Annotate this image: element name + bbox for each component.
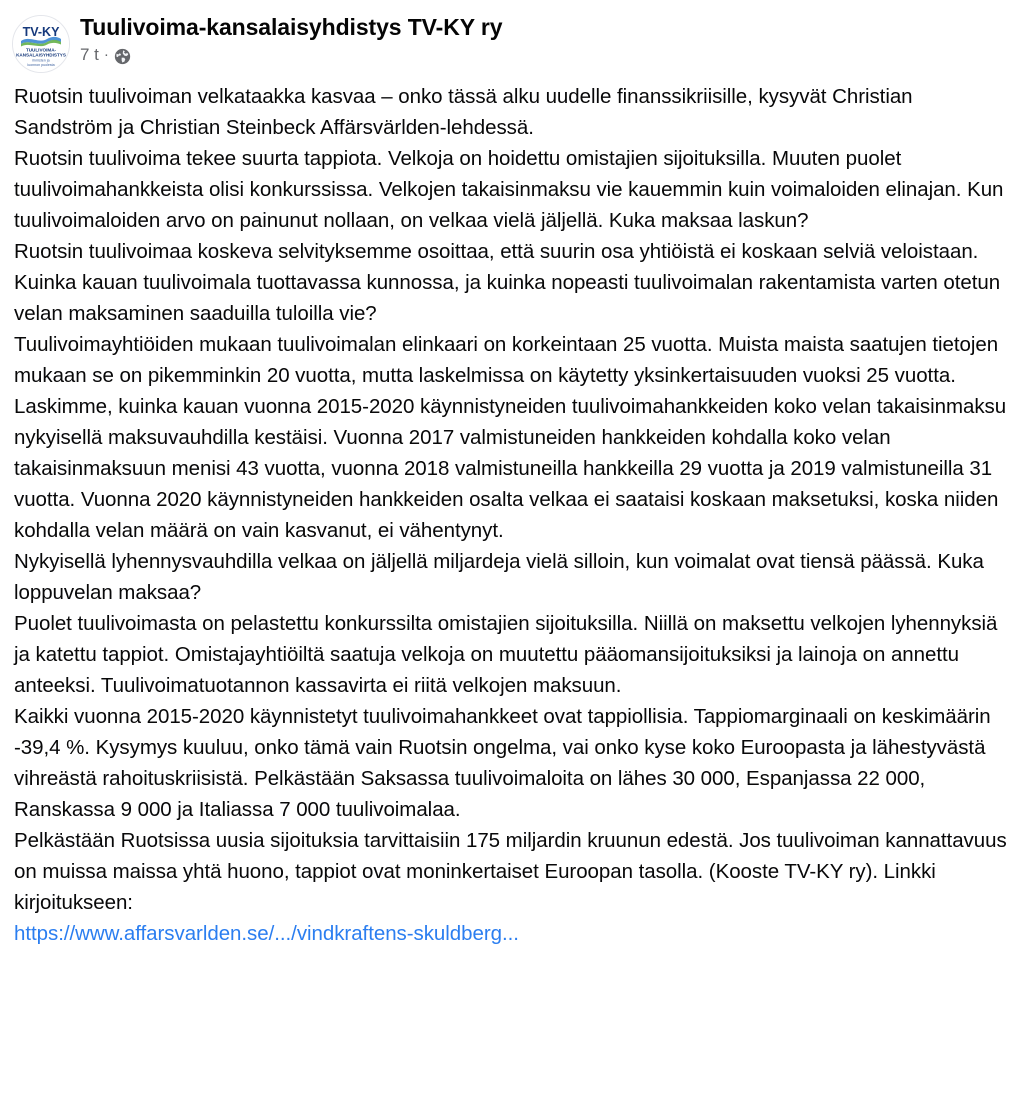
article-link[interactable]: https://www.affarsvarlden.se/.../vindkraftens-skuldberg... — [14, 922, 519, 945]
post-paragraph: Ruotsin tuulivoimaa koskeva selvityksemme osoittaa, että suurin osa yhtiöistä ei koskaan selviä veloistaan. Kuinka kauan tuulivoimala tuottavassa kunnossa, ja kuinka nopeasti tuulivoimalan rakentamista varten otetun velan maksaminen saaduilla tuloilla vie? — [14, 240, 1001, 325]
post-paragraph: Ruotsin tuulivoima tekee suurta tappiota. Velkoja on hoidettu omistajien sijoituksilla. Muuten puolet tuulivoimahankkeista olisi konkurssissa. Velkojen takaisinmaksu vie kauemmin kuin voimaloiden elinajan. Kun tuulivoimaloiden arvo on painunut nollaan, on velkaa vielä jäljellä. Kuka maksaa laskun? — [14, 147, 1004, 232]
post-paragraph: Pelkästään Ruotsissa uusia sijoituksia tarvittaisiin 175 miljardin kruunun edestä. Jos tuulivoiman kannattavuus on muissa maissa yhtä huono, tappiot ovat moninkertaiset Euroopan tasolla. (Kooste TV-KY ry). Linkki kirjoitukseen: — [14, 829, 1007, 914]
tv-ky-logo-avatar-icon — [13, 16, 69, 72]
meta-separator: · — [103, 46, 109, 63]
avatar[interactable] — [12, 15, 70, 73]
svg-text:ihmisten ja: ihmisten ja — [32, 58, 50, 63]
page-name[interactable]: Tuulivoima-kansalaisyhdistys TV-KY ry — [80, 14, 503, 40]
post-paragraph: Nykyisellä lyhennysvauhdilla velkaa on jäljellä miljardeja vielä silloin, kun voimalat ovat tiensä päässä. Kuka loppuvelan maksaa? — [14, 550, 984, 604]
post-body — [0, 73, 1028, 949]
svg-text:TV-KY: TV-KY — [22, 25, 60, 39]
post-header — [0, 0, 1028, 73]
post-paragraph: Kaikki vuonna 2015-2020 käynnistetyt tuulivoimahankkeet ovat tappiollisia. Tappiomarginaali on keskimäärin -39,4 %. Kysymys kuuluu, onko tämä vain Ruotsin ongelma, vai onko kyse koko Euroopasta ja lähestyvästä vihreästä rahoituskriisistä. Pelkästään Saksassa tuulivoimaloita on lähes 30 000, Espanjassa 22 000, Ranskassa 9 000 ja Italiassa 7 000 tuulivoimalaa. — [14, 705, 991, 821]
post-paragraph: Ruotsin tuulivoiman velkataakka kasvaa – onko tässä alku uudelle finanssikriisille, kysyvät Christian Sandström ja Christian Steinbeck Affärsvärlden-lehdessä. — [14, 85, 913, 139]
post-link-line — [14, 918, 1016, 949]
svg-text:TUULIVOIMA-: TUULIVOIMA- — [25, 47, 57, 53]
header-text-block — [80, 12, 502, 66]
post-paragraph: Laskimme, kuinka kauan vuonna 2015-2020 käynnistyneiden tuulivoimahankkeiden koko velan takaisinmaksu nykyisellä maksuvauhdilla kestäisi. Vuonna 2017 valmistuneiden hankkeiden kohdalla koko velan takaisinmaksuun menisi 43 vuotta, vuonna 2018 valmistuneilla hankkeilla 29 vuotta ja 2019 valmistuneilla 31 vuotta. Vuonna 2020 käynnistyneiden hankkeiden osalta velkaa ei saataisi koskaan maksetuksi, koska niiden kohdalla velan määrä on vain kasvanut, ei vähentynyt. — [14, 395, 1007, 542]
svg-text:luonnon puolesta: luonnon puolesta — [27, 62, 55, 67]
post-timestamp[interactable]: 7 t — [80, 45, 99, 64]
post-meta — [80, 44, 502, 66]
post-paragraph: Tuulivoimayhtiöiden mukaan tuulivoimalan elinkaari on korkeintaan 25 vuotta. Muista maista saatujen tietojen mukaan se on pikemminkin 20 vuotta, mutta laskelmissa on käytetty yksinkertaisuuden vuoksi 25 vuotta. — [14, 333, 999, 387]
svg-text:KANSALAISYHDISTYS: KANSALAISYHDISTYS — [16, 52, 66, 58]
post-paragraph: Puolet tuulivoimasta on pelastettu konkurssilta omistajien sijoituksilla. Niillä on maksettu velkojen lyhennyksiä ja katettu tappiot. Omistajayhtiöiltä saatuja velkoja on muutettu pääomansijoituksiksi ja lainoja on annettu anteeksi. Tuulivoimatuotannon kassavirta ei riitä velkojen maksuun. — [14, 612, 998, 697]
globe-icon[interactable] — [114, 48, 131, 65]
